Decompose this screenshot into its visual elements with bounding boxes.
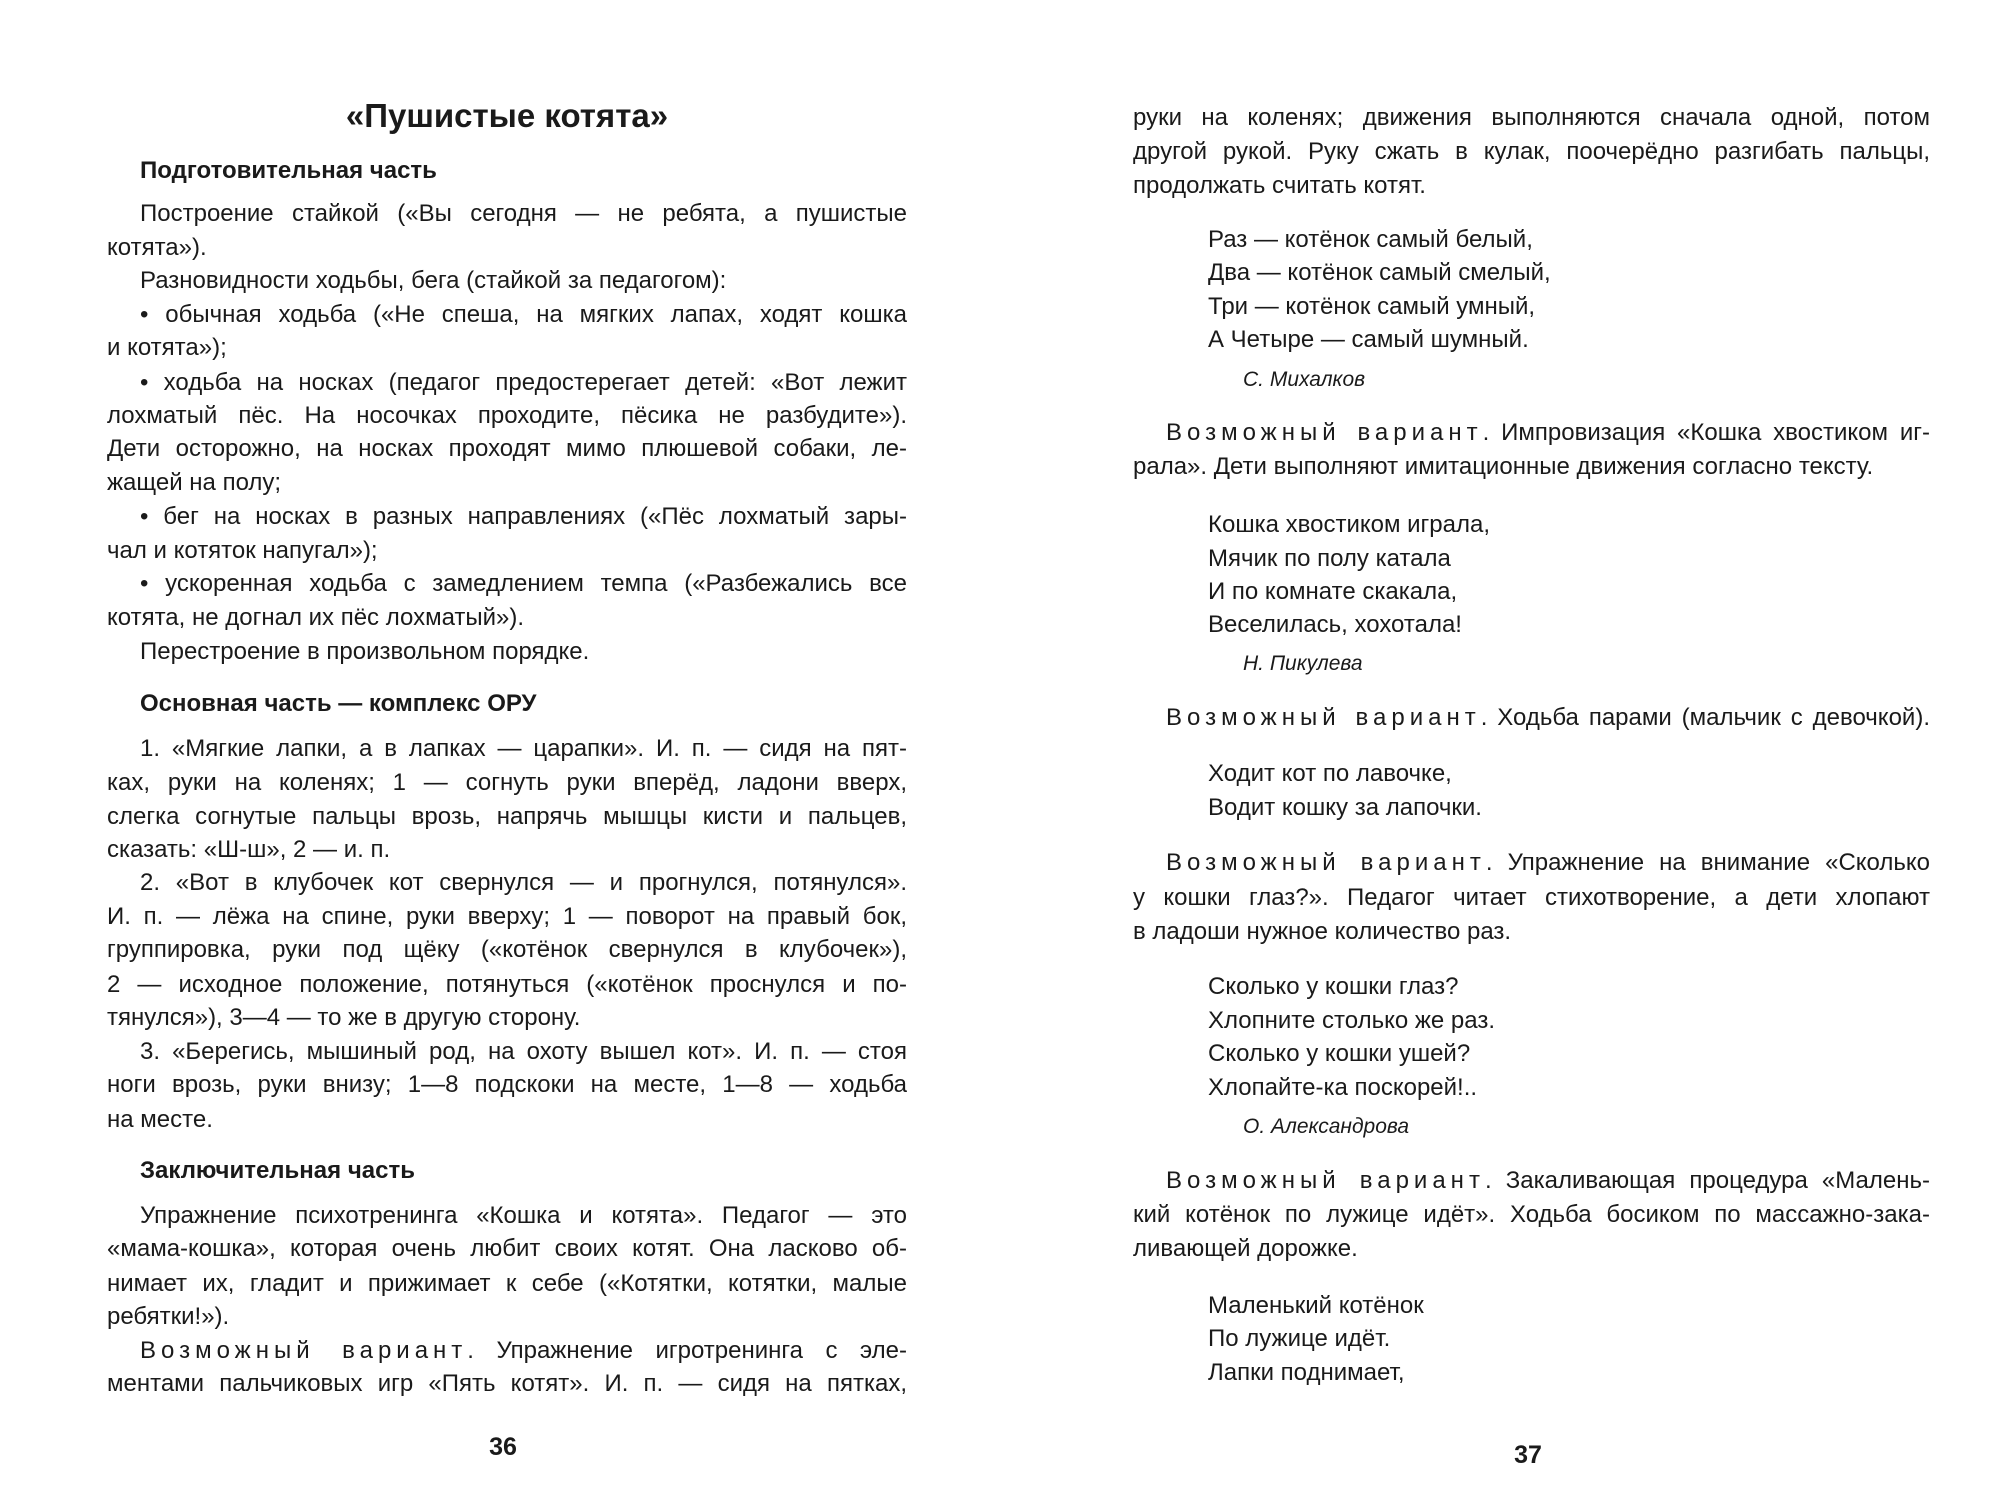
exercise-line: И. п. — лёжа на спине, руки вверху; 1 — поворот на правый бок, (107, 903, 907, 930)
poem-line: Лапки поднимает, (1208, 1359, 1405, 1386)
variant-line (107, 1334, 907, 1368)
section-heading: Заключительная часть (140, 1157, 415, 1184)
section-heading: Подготовительная часть (140, 157, 437, 184)
exercise-line: на месте. (107, 1106, 213, 1133)
exercise-line: 2. «Вот в клубочек кот свернулся — и прогнулся, потянулся». (140, 869, 907, 896)
exercise-line: группировка, руки под щёку («котёнок свернулся в клубочек»), (107, 936, 907, 963)
poem-line: Сколько у кошки ушей? (1208, 1040, 1471, 1067)
paragraph-line: кий котёнок по лужице идёт». Ходьба босиком по массажно-зака- (1133, 1201, 1930, 1228)
poem-line: Веселилась, хохотала! (1208, 611, 1462, 638)
exercise-line: сказать: «Ш-ш», 2 — и. п. (107, 836, 391, 863)
poem-line: Два — котёнок самый смелый, (1208, 259, 1551, 286)
poem-line: Три — котёнок самый умный, (1208, 293, 1536, 320)
variant-line (1133, 416, 1930, 450)
poem-line: Ходит кот по лавочке, (1208, 760, 1452, 787)
poem-line: По лужице идёт. (1208, 1325, 1391, 1352)
paragraph-line: у кошки глаз?». Педагог читает стихотворение, а дети хлопают (1133, 884, 1930, 911)
list-item: • ускоренная ходьба с замедлением темпа («Разбежались все (140, 570, 907, 597)
page-title: «Пушистые котята» (345, 97, 669, 134)
paragraph-line: продолжать считать котят. (1133, 172, 1426, 199)
variant-label: Возможный вариант (1166, 849, 1486, 876)
paragraph-line: Перестроение в произвольном порядке. (140, 638, 590, 665)
poem-line: И по комнате скакала, (1208, 578, 1458, 605)
list-item: жащей на полу; (107, 469, 282, 496)
poem-line: Сколько у кошки глаз? (1208, 973, 1459, 1000)
variant-line (1133, 846, 1930, 880)
exercise-line: ноги врозь, руки внизу; 1—8 подскоки на месте, 1—8 — ходьба (107, 1071, 907, 1098)
poem-line: Хлопайте-ка поскорей!.. (1208, 1074, 1478, 1101)
paragraph-line: Упражнение психотренинга «Кошка и котята». Педагог — это (140, 1202, 907, 1229)
variant-text: . Упражнение игротренинга с эле- (467, 1337, 907, 1364)
paragraph-line: руки на коленях; движения выполняются сначала одной, потом (1133, 104, 1930, 131)
paragraph-line: «мама-кошка», которая очень любит своих котят. Она ласково об- (107, 1235, 907, 1262)
paragraph-line: рала». Дети выполняют имитационные движения согласно тексту. (1133, 453, 1874, 480)
paragraph-line: ливающей дорожке. (1133, 1235, 1358, 1262)
list-item: • бег на носках в разных направлениях («Пёс лохматый зары- (140, 503, 907, 530)
poem-line: Водит кошку за лапочки. (1208, 794, 1482, 821)
paragraph-line: ментами пальчиковых игр «Пять котят». И. п. — сидя на пятках, (107, 1370, 907, 1397)
list-item: • обычная ходьба («Не спеша, на мягких лапах, ходят кошка (140, 301, 907, 328)
paragraph-line: другой рукой. Руку сжать в кулак, поочерёдно разгибать пальцы, (1133, 138, 1930, 165)
exercise-line: 3. «Берегись, мышиный род, на охоту вышел кот». И. п. — стоя (140, 1038, 907, 1065)
variant-text: . Закаливающая процедура «Малень- (1484, 1167, 1930, 1194)
exercise-line: 2 — исходное положение, потянуться («котёнок проснулся и по- (107, 971, 907, 998)
list-item: • ходьба на носках (педагог предостерегает детей: «Вот лежит (140, 369, 907, 396)
poem-author: О. Александрова (1243, 1115, 1410, 1138)
exercise-line: ках, руки на коленях; 1 — согнуть руки вперёд, ладони вверх, (107, 769, 907, 796)
variant-label: Возможный вариант (1166, 419, 1483, 446)
list-item: чал и котяток напугал»); (107, 537, 378, 564)
poem-line: А Четыре — самый шумный. (1208, 326, 1529, 353)
list-item: котята, не догнал их пёс лохматый»). (107, 604, 525, 631)
exercise-line: тянулся»), 3—4 — то же в другую сторону. (107, 1004, 581, 1031)
page-number: 37 (1514, 1441, 1542, 1469)
variant-label: Возможный вариант (1166, 704, 1481, 731)
paragraph-line: Разновидности ходьбы, бега (стайкой за педагогом): (140, 267, 727, 294)
list-item: и котята»); (107, 334, 227, 361)
variant-label: Возможный вариант (1166, 1167, 1485, 1194)
variant-line (1133, 701, 1930, 735)
section-heading: Основная часть — комплекс ОРУ (140, 690, 537, 717)
poem-line: Маленький котёнок (1208, 1292, 1424, 1319)
poem-author: С. Михалков (1243, 368, 1366, 391)
exercise-line: слегка согнутые пальцы врозь, напрячь мышцы кисти и пальцев, (107, 803, 907, 830)
poem-author: Н. Пикулева (1243, 652, 1363, 675)
paragraph-line: ребятки!»). (107, 1303, 230, 1330)
variant-label: Возможный вариант (140, 1337, 468, 1364)
right-page (1000, 0, 2000, 1502)
exercise-line: 1. «Мягкие лапки, а в лапках — царапки». И. п. — сидя на пят- (140, 735, 907, 762)
variant-text: . Упражнение на внимание «Сколько (1485, 849, 1930, 876)
variant-text: . Импровизация «Кошка хвостиком иг- (1482, 419, 1930, 446)
list-item: Дети осторожно, на носках проходят мимо плюшевой собаки, ле- (107, 435, 907, 462)
paragraph-line: котята»). (107, 234, 207, 261)
poem-line: Раз — котёнок самый белый, (1208, 226, 1533, 253)
paragraph-line: в ладоши нужное количество раз. (1133, 918, 1512, 945)
poem-line: Мячик по полу катала (1208, 545, 1451, 572)
paragraph-line: Построение стайкой («Вы сегодня — не ребята, а пушистые (140, 200, 907, 227)
variant-text: . Ходьба парами (мальчик с девочкой). (1480, 704, 1930, 731)
poem-line: Хлопните столько же раз. (1208, 1007, 1496, 1034)
paragraph-line: нимает их, гладит и прижимает к себе («Котятки, котятки, малые (107, 1270, 907, 1297)
poem-line: Кошка хвостиком играла, (1208, 511, 1491, 538)
page-number: 36 (489, 1433, 517, 1461)
list-item: лохматый пёс. На носочках проходите, пёсика не разбудите»). (107, 402, 907, 429)
variant-line (1133, 1164, 1930, 1198)
